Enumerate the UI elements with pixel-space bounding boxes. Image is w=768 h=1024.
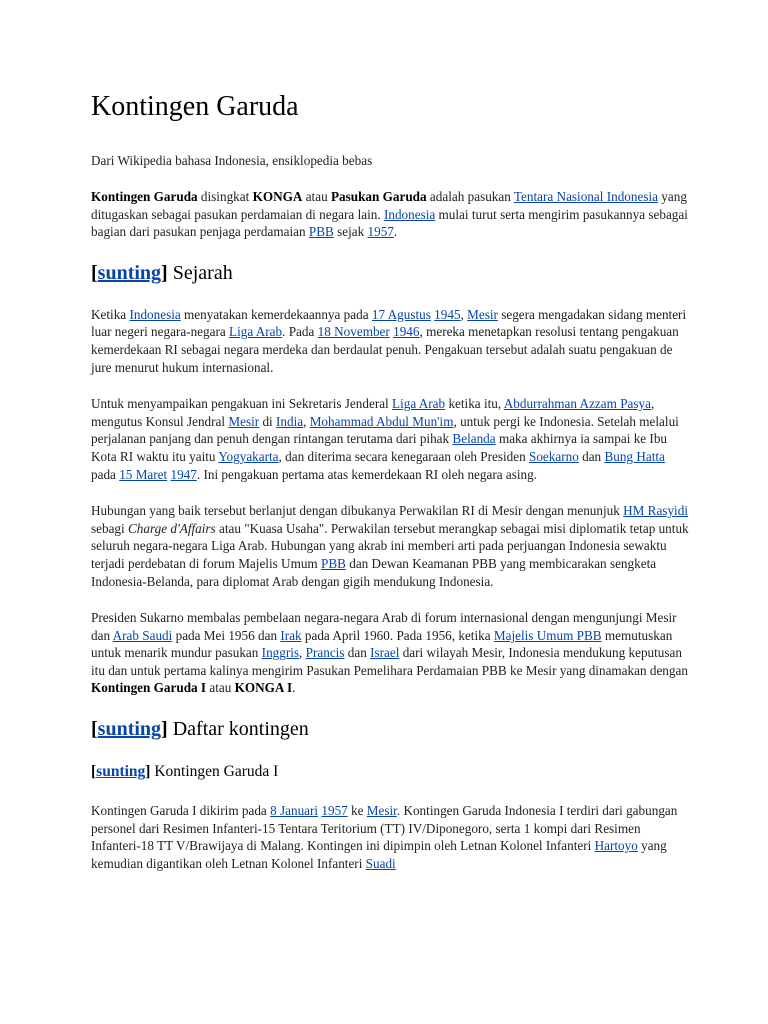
link-18-november[interactable]: 18 November [317, 324, 390, 340]
text: sebagi [91, 520, 128, 536]
subsection-title: Kontingen Garuda I [154, 763, 279, 781]
link-prancis[interactable]: Prancis [305, 645, 345, 661]
link-liga-arab[interactable]: Liga Arab [229, 324, 283, 340]
section-heading-sejarah [91, 260, 691, 286]
link-1957[interactable]: 1957 [367, 224, 394, 240]
edit-section-link[interactable]: sunting [97, 718, 162, 741]
link-1957[interactable]: 1957 [321, 803, 348, 819]
section-title: Sejarah [172, 261, 233, 284]
link-soekarno[interactable]: Soekarno [529, 448, 579, 464]
text: dan [578, 448, 605, 464]
text: , mereka menetapkan resolusi tentang pengakuan kemerdekaan RI sebagai negara merdeka dan berdaulat penuh. Pengakuan tersebut adalah suatu pengakuan de jure menurut hukum internasional. [91, 324, 679, 375]
intro-paragraph [91, 188, 691, 241]
text: segera mengadakan sidang menteri luar negeri negara-negara [91, 306, 687, 340]
link-irak[interactable]: Irak [280, 627, 302, 643]
text: Presiden Sukarno membalas pembelaan negara-negara Arab di forum internasional dengan mengunjungi Mesir dan [91, 610, 677, 643]
text: atau [206, 680, 235, 696]
link-indonesia[interactable]: Indonesia [383, 206, 436, 222]
link-bung-hatta[interactable]: Bung Hatta [604, 448, 665, 464]
link-mesir[interactable]: Mesir [467, 306, 498, 322]
link-15-maret[interactable]: 15 Maret [119, 466, 168, 482]
text: , untuk pergi ke Indonesia. Setelah melalui perjalanan panjang dan penuh dengan rintangan terutama dari pihak [91, 413, 679, 447]
text: , mengutus Konsul Jendral [91, 396, 655, 429]
link-yogyakarta[interactable]: Yogyakarta [218, 448, 279, 464]
edit-bracket: ] [145, 763, 151, 781]
text: menyatakan kemerdekaannya pada [180, 306, 372, 322]
text: pada April 1960. Pada 1956, ketika [301, 627, 494, 643]
link-arab-saudi[interactable]: Arab Saudi [112, 627, 173, 643]
italic-text: Charge d'Affairs [128, 520, 216, 536]
section-title: Daftar kontingen [172, 718, 309, 741]
text: dari wilayah Mesir, Indonesia mendukung keputusan itu dan untuk pertama kalinya mengirim Pasukan Pemelihara Perdamaian PBB ke Mesir yang dinamakan dengan [91, 645, 688, 678]
link-mesir[interactable]: Mesir [228, 413, 260, 429]
text: atau "Kuasa Usaha". Perwakilan tersebut merangkap sebagai misi diplomatik tetap untuk seluruh negara-negara Liga Arab. Hubungan yang akrab ini memberi arti pada perjuangan Indonesia sewaktu terjadi perdebatan di forum Majelis Umum [91, 520, 689, 571]
link-1947[interactable]: 1947 [170, 466, 197, 482]
link-mesir[interactable]: Mesir [366, 803, 397, 819]
edit-bracket: [ [91, 261, 98, 284]
site-tagline: Dari Wikipedia bahasa Indonesia, ensiklopedia bebas [91, 153, 373, 168]
link-hartoyo[interactable]: Hartoyo [594, 838, 638, 854]
text: , dan diterima secara kenegaraan oleh Presiden [278, 448, 529, 464]
edit-section-link[interactable]: sunting [97, 261, 162, 284]
edit-bracket: ] [161, 261, 168, 284]
link-hm-rasyidi[interactable]: HM Rasyidi [623, 503, 688, 519]
text: Hubungan yang baik tersebut berlanjut dengan dibukanya Perwakilan RI di Mesir dengan menunjuk [91, 503, 624, 519]
link-liga-arab[interactable]: Liga Arab [392, 396, 446, 412]
page-title: Kontingen Garuda [91, 91, 299, 122]
link-india[interactable]: India [276, 413, 304, 429]
text: dan [344, 645, 371, 661]
text: Kontingen Garuda I dikirim pada [91, 803, 271, 819]
text: Untuk menyampaikan pengakuan ini Sekretaris Jenderal [91, 396, 393, 412]
paragraph-5 [91, 802, 691, 872]
paragraph-4 [91, 609, 691, 697]
text: memutuskan untuk menarik mundur pasukan [91, 627, 673, 661]
paragraph-3 [91, 502, 691, 590]
link-17-agustus[interactable]: 17 Agustus [371, 306, 431, 322]
text: dan Dewan Keamanan PBB yang membicarakan sengketa Indonesia-Belanda, para diplomat Arab dengan gigih mendukung Indonesia. [91, 555, 657, 589]
subsection-heading-garuda-1 [91, 762, 691, 782]
text: pada [91, 466, 120, 482]
link-inggris[interactable]: Inggris [261, 645, 300, 661]
text: . Ini pengakuan pertama atas kemerdekaan RI oleh negara asing. [196, 466, 538, 482]
text: , [303, 413, 310, 429]
edit-bracket: [ [91, 763, 97, 781]
text: di [259, 413, 276, 429]
link-mohammad-abdul-munim[interactable]: Mohammad Abdul Mun'im [309, 413, 454, 429]
bold-text: Kontingen Garuda I [91, 680, 207, 696]
text: sejak [333, 224, 368, 240]
link-1945[interactable]: 1945 [434, 306, 461, 322]
bold-text: Kontingen Garuda [91, 189, 198, 204]
text: yang kemudian digantikan oleh Letnan Kolonel Infanteri [91, 838, 667, 871]
bold-text: KONGA [252, 189, 303, 204]
bold-text: KONGA I [234, 680, 293, 696]
link-1946[interactable]: 1946 [393, 324, 420, 340]
edit-bracket: ] [161, 718, 168, 741]
bold-text: Pasukan Garuda [330, 189, 427, 204]
edit-section-link[interactable]: sunting [96, 763, 146, 781]
text: . [292, 680, 296, 696]
edit-bracket: [ [91, 718, 98, 741]
text: . Pada [282, 324, 318, 340]
paragraph-2 [91, 395, 691, 483]
link-israel[interactable]: Israel [370, 645, 400, 661]
link-pbb[interactable]: PBB [320, 555, 346, 571]
text: maka akhirnya ia sampai ke Ibu Kota RI waktu itu yaitu [91, 431, 668, 464]
text: adalah pasukan [426, 189, 514, 204]
section-heading-daftar-kontingen [91, 716, 691, 742]
paragraph-1 [91, 306, 691, 376]
link-8-januari[interactable]: 8 Januari [270, 803, 319, 819]
link-indonesia[interactable]: Indonesia [129, 306, 181, 322]
article [91, 88, 691, 891]
text: , [299, 645, 306, 661]
text: atau [302, 189, 331, 204]
text: yang ditugaskan sebagai pasukan perdamaian di negara lain. [91, 189, 687, 222]
link-tni[interactable]: Tentara Nasional Indonesia [513, 189, 658, 204]
text: disingkat [197, 189, 253, 204]
link-suadi[interactable]: Suadi [365, 855, 396, 871]
link-pbb[interactable]: PBB [308, 224, 334, 240]
link-belanda[interactable]: Belanda [452, 431, 496, 447]
text: ke [347, 803, 367, 819]
text: . Kontingen Garuda Indonesia I terdiri dari gabungan personel dari Resimen Infanteri-15 Tentara Teritorium (TT) IV/Diponegoro, serta 1 kompi dari Resimen Infanteri-18 TT V/Brawijaya di Malang. Kontingen ini dipimpin oleh Letnan Kolonel Infanteri [91, 803, 678, 854]
text: pada Mei 1956 dan [172, 627, 281, 643]
link-abdurrahman-azzam-pasya[interactable]: Abdurrahman Azzam Pasya [503, 396, 651, 412]
text: Ketika [91, 306, 130, 322]
text: . [393, 224, 398, 240]
link-majelis-umum-pbb[interactable]: Majelis Umum PBB [493, 627, 602, 643]
text: ketika itu, [445, 396, 504, 412]
text: , [460, 306, 468, 322]
text: mulai turut serta mengirim pasukannya sebagai bagian dari pasukan penjaga perdamaian [91, 206, 688, 240]
